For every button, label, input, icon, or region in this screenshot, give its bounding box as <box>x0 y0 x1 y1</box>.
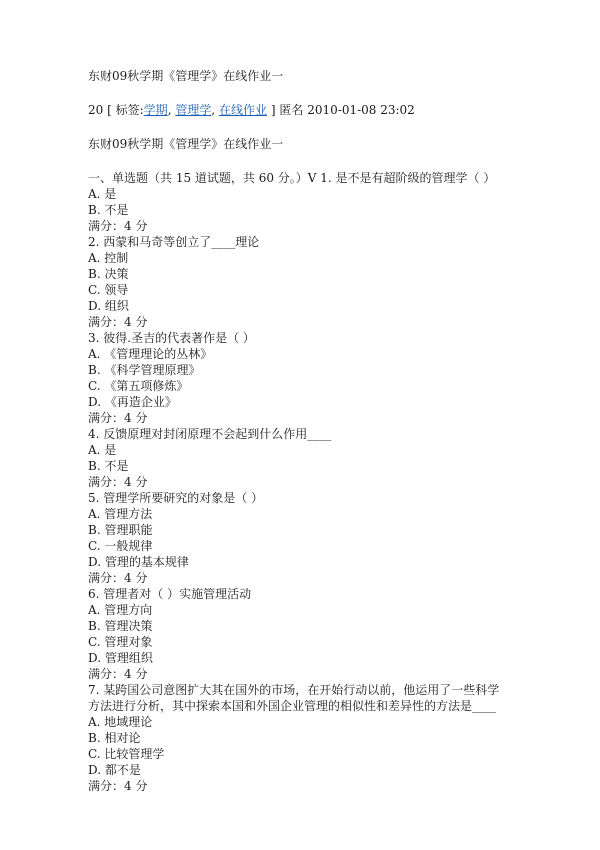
option: D. 管理的基本规律 <box>88 555 189 569</box>
question-4 <box>88 426 528 490</box>
question-score: 满分：4 分 <box>88 219 148 233</box>
question-stem-continued: 方法进行分析，其中探索本国和外国企业管理的相似性和差异性的方法是____ <box>88 699 497 713</box>
tag-separator: , <box>211 103 216 117</box>
post-meta <box>88 102 528 118</box>
document-page <box>88 68 528 794</box>
question-score: 满分：4 分 <box>88 571 148 585</box>
tag-separator: , <box>167 103 172 117</box>
question-stem: 3. 彼得.圣吉的代表著作是（ ） <box>88 331 255 345</box>
option: C. 一般规律 <box>88 539 153 553</box>
option: A. 地域理论 <box>88 715 153 729</box>
option: B. 管理决策 <box>88 619 153 633</box>
option: C. 领导 <box>88 283 129 297</box>
option: A. 《管理理论的丛林》 <box>88 347 213 361</box>
document-subtitle: 东财09秋学期《管理学》在线作业一 <box>88 137 284 151</box>
question-6 <box>88 586 528 682</box>
view-count: 20 <box>88 103 104 117</box>
option: B. 相对论 <box>88 731 141 745</box>
tag-link-online-homework[interactable]: 在线作业 <box>219 103 268 117</box>
option: D. 组织 <box>88 299 129 313</box>
tag-link-semester[interactable]: 学期 <box>143 103 168 117</box>
question-stem: 2. 西蒙和马奇等创立了____理论 <box>88 235 260 249</box>
question-3 <box>88 330 528 426</box>
option: C. 比较管理学 <box>88 747 165 761</box>
question-stem: 7. 某跨国公司意图扩大其在国外的市场，在开始行动以前，他运用了一些科学 <box>88 683 500 697</box>
question-2 <box>88 234 528 330</box>
option: B. 不是 <box>88 459 129 473</box>
question-score: 满分：4 分 <box>88 411 148 425</box>
option: A. 是 <box>88 443 117 457</box>
option: B. 决策 <box>88 267 129 281</box>
option: A. 管理方法 <box>88 507 153 521</box>
option: C. 《第五项修炼》 <box>88 379 189 393</box>
document-title: 东财09秋学期《管理学》在线作业一 <box>88 69 284 83</box>
post-datetime: 2010-01-08 23:02 <box>307 103 415 117</box>
question-section <box>88 170 528 794</box>
option: D. 《再造企业》 <box>88 395 177 409</box>
question-score: 满分：4 分 <box>88 475 148 489</box>
question-score: 满分：4 分 <box>88 315 148 329</box>
bracket-close: ] <box>270 103 276 117</box>
option: A. 控制 <box>88 251 129 265</box>
question-5 <box>88 490 528 586</box>
option: B. 管理职能 <box>88 523 153 537</box>
question-stem: 5. 管理学所要研究的对象是（ ） <box>88 491 264 505</box>
question-stem: 6. 管理者对（ ）实施管理活动 <box>88 587 252 601</box>
option: A. 是 <box>88 187 117 201</box>
bracket-open: [ <box>107 103 112 117</box>
option: C. 管理对象 <box>88 635 153 649</box>
option: D. 都不是 <box>88 763 141 777</box>
option: D. 管理组织 <box>88 651 153 665</box>
question-1 <box>88 186 528 234</box>
section-intro: 一、单选题（共 15 道试题，共 60 分。）V 1. 是不是有超阶级的管理学（ ） <box>88 171 496 185</box>
option: B. 不是 <box>88 203 129 217</box>
tags-label: 标签: <box>115 103 144 117</box>
option: A. 管理方向 <box>88 603 153 617</box>
question-stem: 4. 反馈原理对封闭原理不会起到什么作用____ <box>88 427 332 441</box>
tag-link-management[interactable]: 管理学 <box>175 103 212 117</box>
question-score: 满分：4 分 <box>88 667 148 681</box>
author: 匿名 <box>279 103 304 117</box>
question-7 <box>88 682 528 794</box>
question-score: 满分：4 分 <box>88 779 148 793</box>
option: B. 《科学管理原理》 <box>88 363 201 377</box>
